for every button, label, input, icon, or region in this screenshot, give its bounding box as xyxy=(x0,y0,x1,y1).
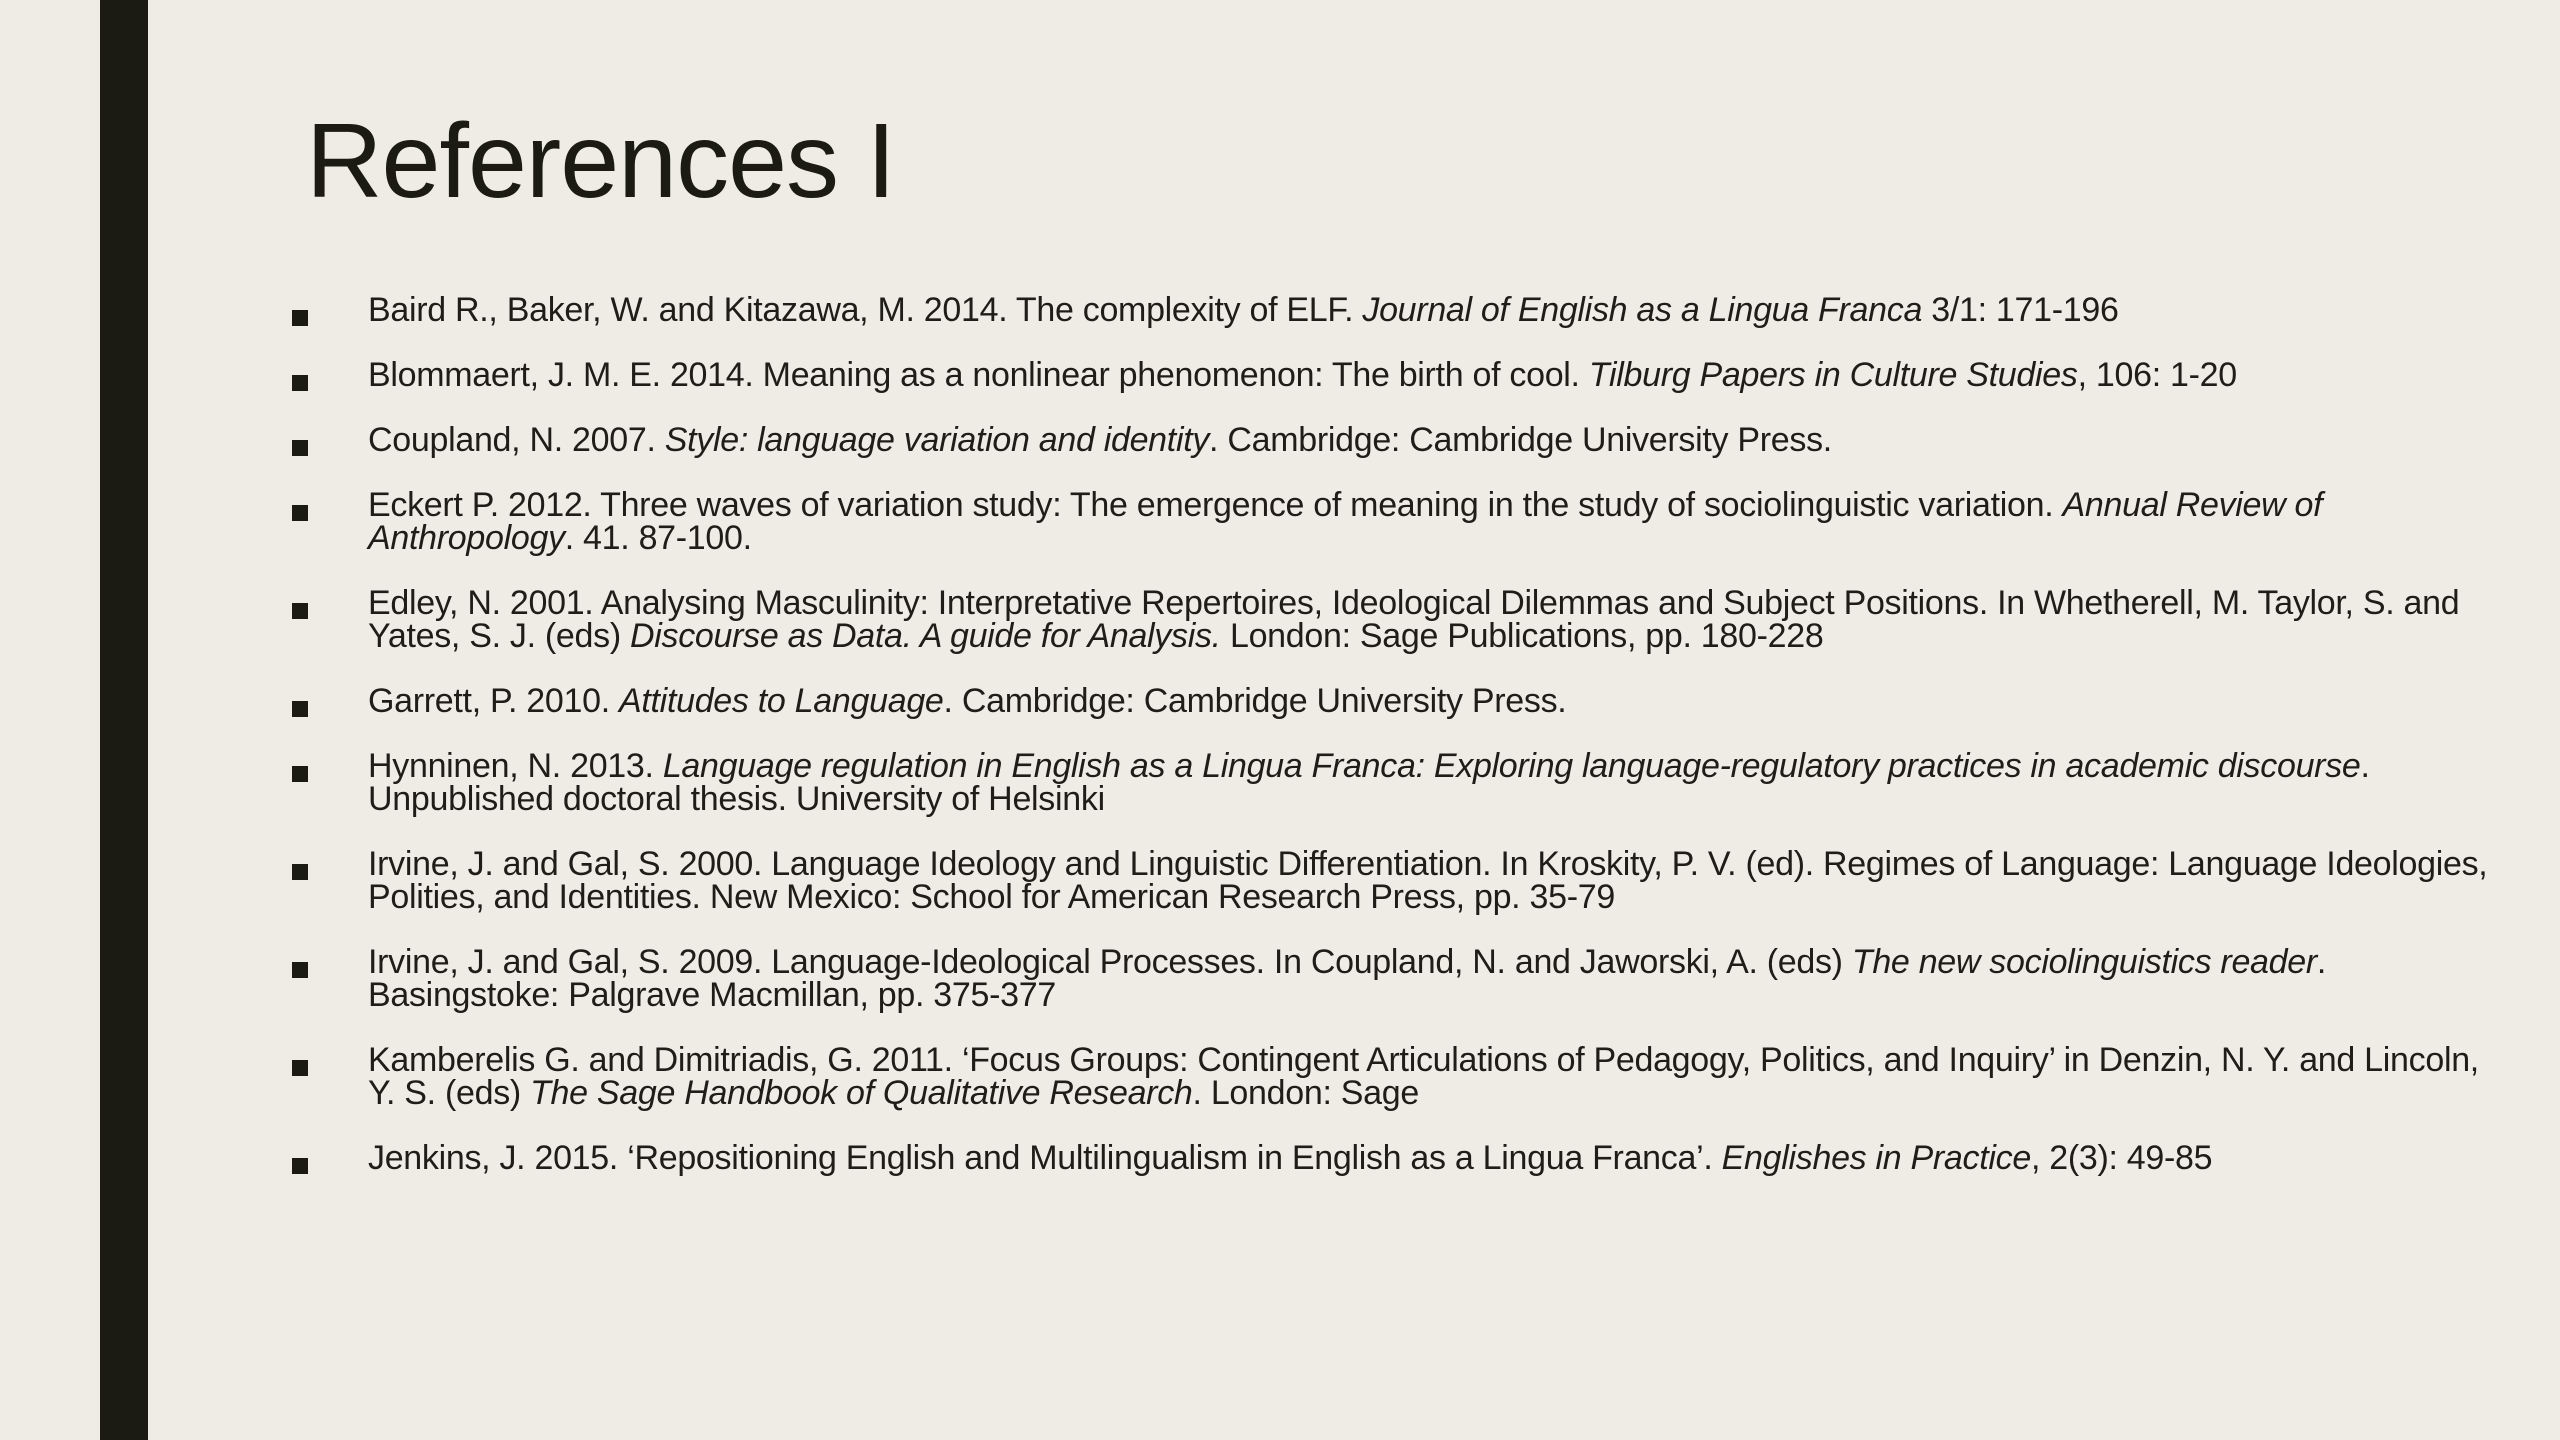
reference-title-segment: Language regulation in English as a Lingua Franca: Exploring language-regulatory practices in academic discourse xyxy=(662,747,2361,785)
reference-text xyxy=(368,682,2490,720)
square-bullet-icon xyxy=(292,603,308,619)
reference-item xyxy=(290,486,2490,557)
reference-item xyxy=(290,682,2490,720)
square-bullet-icon xyxy=(292,1060,308,1076)
reference-item xyxy=(290,584,2490,655)
reference-title-segment: Englishes in Practice xyxy=(1721,1139,2031,1177)
reference-text xyxy=(368,291,2490,329)
reference-text xyxy=(368,584,2490,655)
reference-segment: . London: Sage xyxy=(1192,1074,1419,1112)
reference-title-segment: Journal of English as a Lingua Franca xyxy=(1362,291,1923,329)
reference-item xyxy=(290,1139,2490,1177)
reference-segment: Jenkins, J. 2015. ‘Repositioning English and Multilingualism in English as a Lingua Franca’. xyxy=(368,1139,1722,1177)
reference-text xyxy=(368,356,2490,394)
reference-text xyxy=(368,943,2490,1014)
square-bullet-icon xyxy=(292,375,308,391)
reference-segment: , 2(3): 49-85 xyxy=(2030,1139,2213,1177)
reference-segment: London: Sage Publications, pp. 180-228 xyxy=(1220,617,1824,655)
reference-segment: Hynninen, N. 2013. xyxy=(368,747,663,785)
slide-title: References I xyxy=(306,102,895,220)
reference-segment: . Cambridge: Cambridge University Press. xyxy=(943,682,1567,720)
reference-title-segment: Attitudes to Language xyxy=(619,682,944,720)
reference-item xyxy=(290,1041,2490,1112)
square-bullet-icon xyxy=(292,766,308,782)
reference-title-segment: Discourse as Data. A guide for Analysis. xyxy=(629,617,1221,655)
reference-title-segment: Annual Review of Anthropology xyxy=(368,486,2323,557)
square-bullet-icon xyxy=(292,505,308,521)
reference-segment: . Basingstoke: Palgrave Macmillan, pp. 375-377 xyxy=(368,943,2327,1014)
reference-segment: Coupland, N. 2007. xyxy=(368,421,665,459)
reference-list xyxy=(290,291,2490,1207)
reference-item xyxy=(290,845,2490,916)
reference-item xyxy=(290,943,2490,1014)
reference-segment: Edley, N. 2001. Analysing Masculinity: Interpretative Repertoires, Ideological Dilemmas and Subject Positions. In Whetherell, M. Taylor, S. and Yates, S. J. (eds) xyxy=(368,584,2460,655)
reference-segment: . Cambridge: Cambridge University Press. xyxy=(1209,421,1832,459)
reference-segment: Irvine, J. and Gal, S. 2009. Language-Ideological Processes. In Coupland, N. and Jaworski, A. (eds) xyxy=(368,943,1852,981)
reference-text xyxy=(368,1041,2490,1112)
reference-text xyxy=(368,421,2490,459)
reference-segment: . Unpublished doctoral thesis. University of Helsinki xyxy=(368,747,2370,818)
reference-segment: Garrett, P. 2010. xyxy=(368,682,620,720)
square-bullet-icon xyxy=(292,440,308,456)
reference-segment: . 41. 87-100. xyxy=(564,519,752,557)
square-bullet-icon xyxy=(292,310,308,326)
reference-title-segment: Style: language variation and identity xyxy=(664,421,1210,459)
reference-item xyxy=(290,421,2490,459)
reference-title-segment: The new sociolinguistics reader xyxy=(1851,943,2317,981)
accent-bar xyxy=(100,0,148,1440)
reference-title-segment: The Sage Handbook of Qualitative Research xyxy=(530,1074,1193,1112)
reference-item xyxy=(290,291,2490,329)
reference-item xyxy=(290,747,2490,818)
reference-text xyxy=(368,845,2490,916)
square-bullet-icon xyxy=(292,701,308,717)
square-bullet-icon xyxy=(292,1158,308,1174)
reference-segment: Irvine, J. and Gal, S. 2000. Language Ideology and Linguistic Differentiation. In Kroskity, P. V. (ed). Regimes of Language: Language Ideologies, Polities, and Identities. New Mexico: School for American Research Press, pp. 35-79 xyxy=(368,845,2488,916)
reference-text xyxy=(368,486,2490,557)
reference-segment: Blommaert, J. M. E. 2014. Meaning as a nonlinear phenomenon: The birth of cool. xyxy=(368,356,1589,394)
reference-item xyxy=(290,356,2490,394)
reference-title-segment: Tilburg Papers in Culture Studies xyxy=(1588,356,2078,394)
square-bullet-icon xyxy=(292,864,308,880)
reference-segment: Baird R., Baker, W. and Kitazawa, M. 2014. The complexity of ELF. xyxy=(368,291,1363,329)
reference-segment: Kamberelis G. and Dimitriadis, G. 2011. ‘Focus Groups: Contingent Articulations of Pedagogy, Politics, and Inquiry’ in Denzin, N. Y. and Lincoln, Y. S. (eds) xyxy=(368,1041,2479,1112)
reference-segment: 3/1: 171-196 xyxy=(1922,291,2119,329)
reference-text xyxy=(368,1139,2490,1177)
reference-segment: Eckert P. 2012. Three waves of variation study: The emergence of meaning in the study of sociolinguistic variation. xyxy=(368,486,2063,524)
reference-segment: , 106: 1-20 xyxy=(2077,356,2237,394)
square-bullet-icon xyxy=(292,962,308,978)
reference-text xyxy=(368,747,2490,818)
